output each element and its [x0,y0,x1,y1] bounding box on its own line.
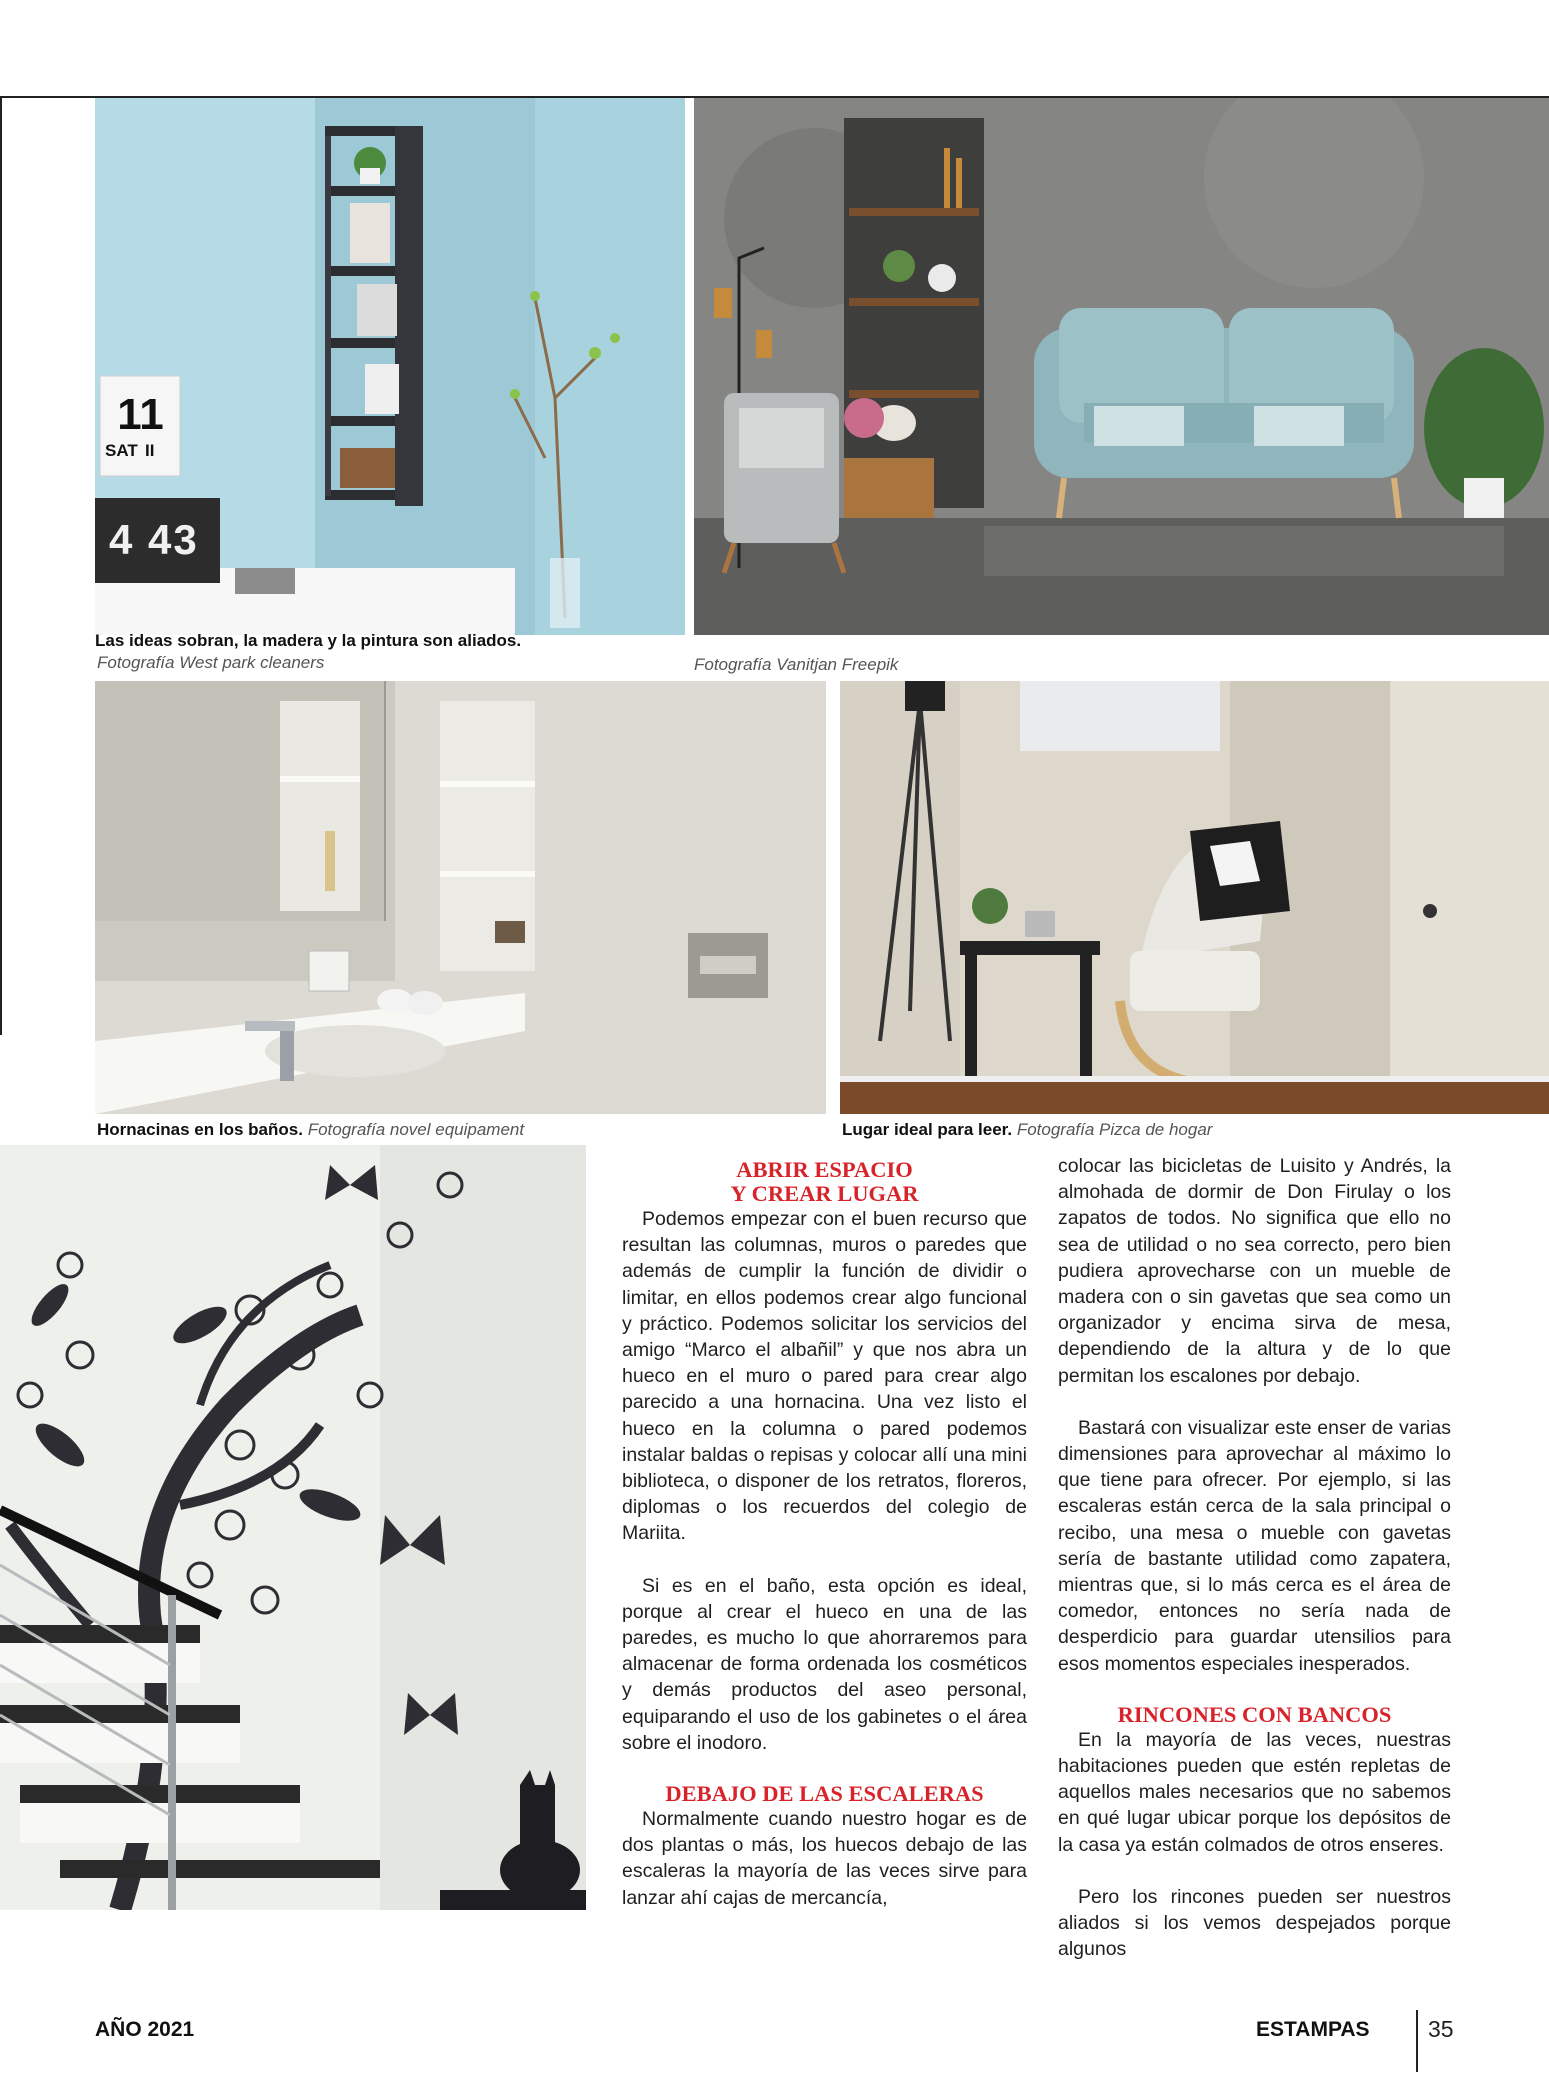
caption-4-main: Lugar ideal para leer. [842,1120,1013,1139]
caption-3-credit: Fotografía novel equipament [307,1120,525,1139]
caption-4-credit: Fotografía Pizca de hogar [1016,1120,1213,1139]
calendar-extra: II [145,441,155,460]
page-number: 35 [1428,2016,1454,2042]
caption-3-main: Hornacinas en los baños. [97,1120,303,1139]
caption-1-main: Las ideas sobran, la madera y la pintura son aliados. [95,631,522,650]
heading-debajo-escaleras: DEBAJO DE LAS ESCALERAS [665,1781,984,1807]
paragraph-2: Si es en el baño, esta opción es ideal, porque al crear el hueco en una de las paredes, es mucho lo que ahorraremos para almacenar de forma ordenada los cosméticos y demás productos del aseo personal, equiparando el uso de los gabinetes o el área sobre el inodoro. [622,1574,1027,1754]
paragraph-4: colocar las bicicletas de Luisito y Andrés, la almohada de dormir de Don Firulay o los zapatos de todos. No significa que ello no sea de utilidad o no sea correcto, pero bien pudiera aprovecharse con un mueble de madera con o sin gavetas que sea como un organizador y encima sirva de mesa, dependiendo de la altura y de lo que permitan los escalones por debajo. [1058,1155,1451,1387]
photo-blue-wall-shelf [95,98,685,635]
photo-reading-corner [840,681,1549,1114]
calendar-day: 11 [117,390,164,439]
paragraph-7: Pero los rincones pueden ser nuestros aliados si los vemos despejados porque algunos [1058,1885,1451,1961]
caption-photo-2-credit [694,654,898,676]
paragraph-5: Bastará con visualizar este enser de varias dimensiones para aprovechar al máximo lo que tiene para ofrecer. Por ejemplo, si las escaleras están cerca de la sala principal o recibo, una mesa o mueble con gavetas sería de bastante utilidad como zapatera, mientras que, si lo más cerca es el área de comedor, entonces no sería nada de desperdicio para guardar utensilios para esos momentos especiales inesperados. [1058,1416,1451,1675]
caption-photo-3 [97,1119,524,1141]
footer-year: AÑO 2021 [95,2018,195,2041]
paragraph-1: Podemos empezar con el buen recurso que resultan las columnas, muros o paredes que además de cumplir la función de dividir o limitar, en ellos podemos crear algo funcional y práctico. Podemos solicitar los servicios del amigo “Marco el albañil” y que nos abra un hueco en el muro o pared para crear algo parecido a una hornacina. Una vez listo el hueco en la columna o pared podemos instalar baldas o repisas y colocar allí una mini biblioteca, o disponer de los retratos, floreros, diplomas o los recuerdos del colegio de Mariita. [622,1208,1027,1545]
article-column-1 [622,1158,1027,1911]
caption-photo-1 [95,630,521,652]
paragraph-6: En la mayoría de las veces, nuestras habitaciones pueden que estén repletas de aquellos males necesarios que no sabemos en qué lugar ubicar porque los depósitos de la casa ya están colmados de otros enseres. [1058,1728,1451,1856]
footer-divider [1416,2010,1418,2072]
heading-abrir-espacio-2: Y CREAR LUGAR [730,1181,919,1206]
caption-1-credit: Fotografía West park cleaners [97,653,325,672]
caption-photo-1-credit [97,652,324,674]
left-rule [0,98,2,1035]
photo-staircase-tree-decal [0,1145,586,1910]
article-column-2 [1058,1153,1451,1962]
photo-gray-living-room [694,98,1549,635]
heading-rincones-bancos: RINCONES CON BANCOS [1117,1701,1392,1727]
calendar-weekday: SAT [105,441,138,460]
clock-time: 4 43 [109,516,199,563]
caption-2-credit: Fotografía Vanitjan Freepik [694,655,899,674]
caption-photo-4 [842,1119,1212,1141]
paragraph-3: Normalmente cuando nuestro hogar es de dos plantas o más, los huecos debajo de las escaleras la mayoría de las veces sirve para lanzar ahí cajas de mercancía, [622,1808,1027,1909]
photo-bathroom-niches [95,681,826,1114]
heading-abrir-espacio-1: ABRIR ESPACIO [736,1157,913,1182]
footer-magazine-name: ESTAMPAS [1256,2018,1370,2041]
